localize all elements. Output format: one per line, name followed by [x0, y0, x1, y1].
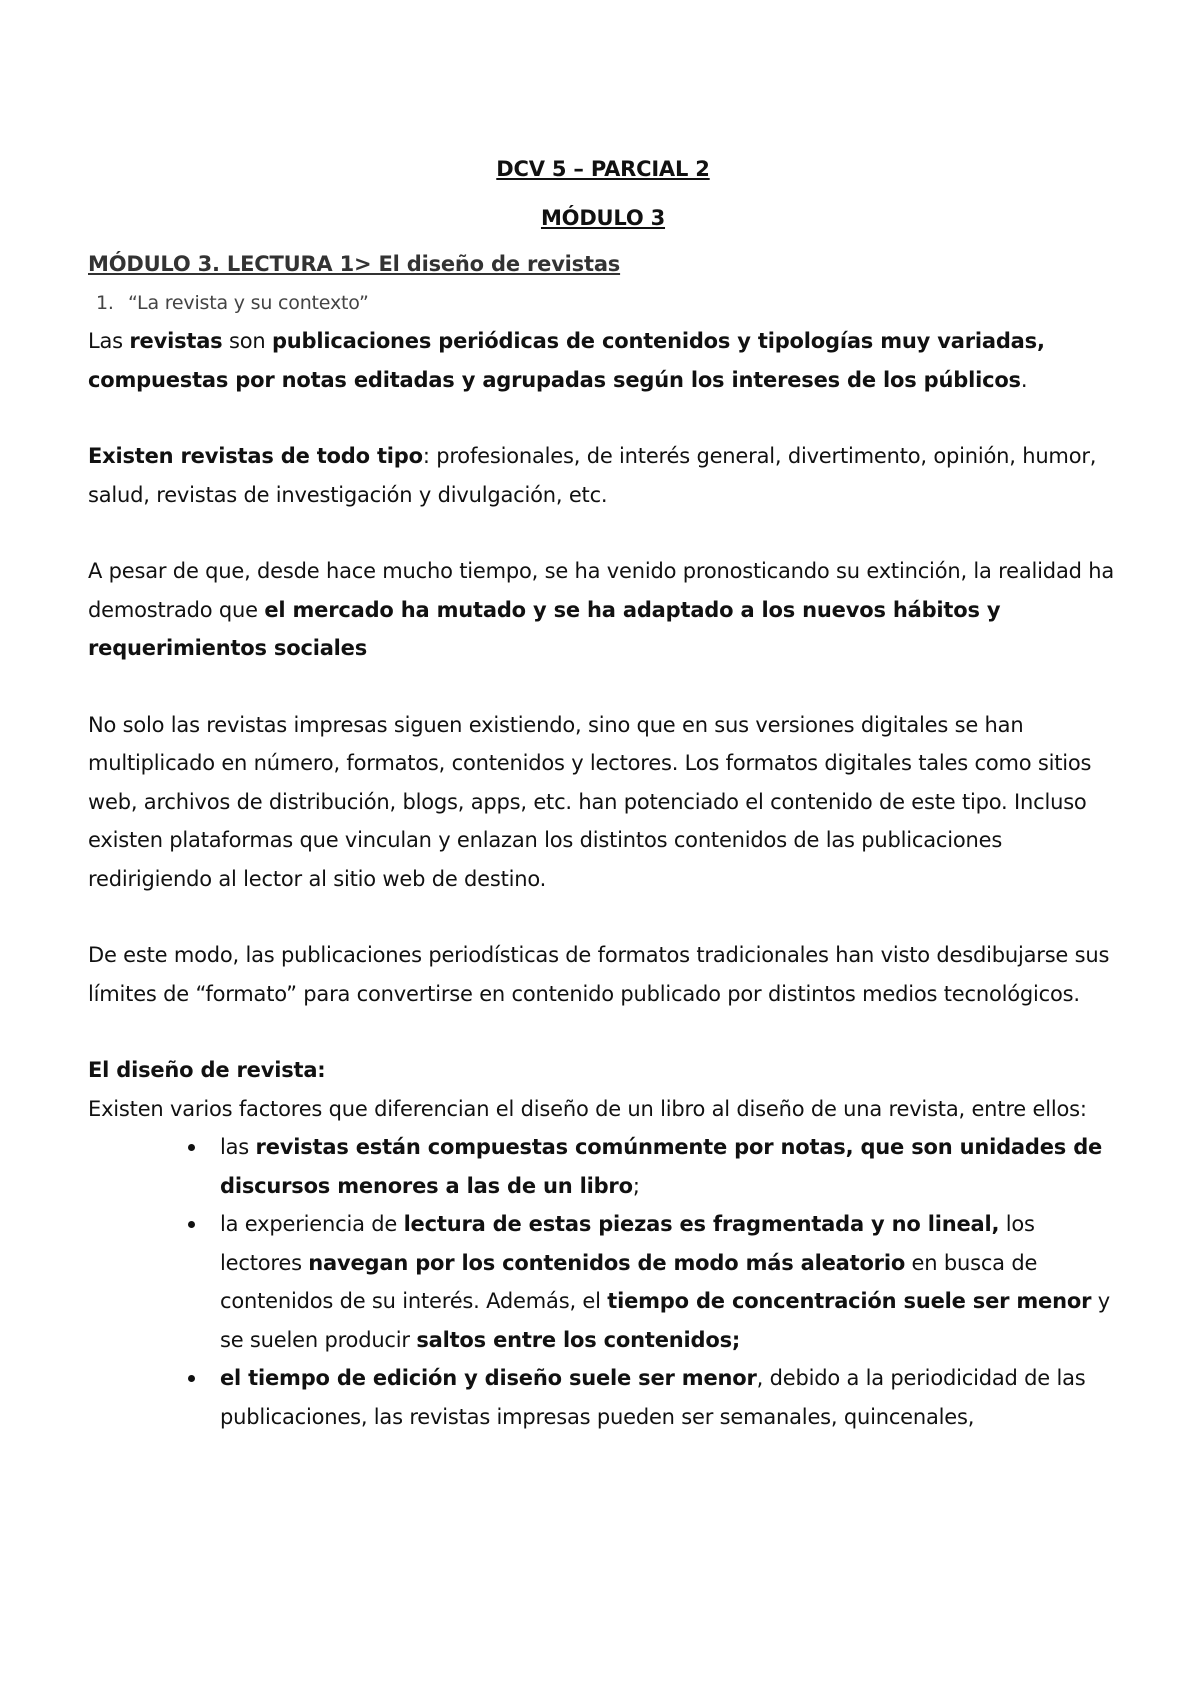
text-run: , debido a la periodicidad de las publicaciones, las revistas impresas pueden ser semanales, quincenales, — [220, 1366, 1086, 1429]
list-item — [188, 1359, 1118, 1436]
text-run: la experiencia de — [220, 1212, 404, 1236]
text-run: y se suelen producir — [220, 1289, 1110, 1352]
document-page — [88, 150, 1118, 1436]
text-run: A pesar de que, desde hace mucho tiempo, se ha venido pronosticando su extinción, la realidad ha demostrado que — [88, 559, 1114, 622]
paragraph-tipos-revistas — [88, 437, 1118, 514]
section-number: 1. — [96, 291, 114, 314]
bold-run: lectura de estas piezas es fragmentada y no lineal, — [403, 1212, 1000, 1236]
section-numbered-item — [88, 284, 1118, 323]
text-run: las — [220, 1135, 256, 1159]
text-run: Las — [88, 329, 130, 353]
paragraph-mercado — [88, 552, 1118, 668]
bold-run: publicaciones periódicas de contenidos y tipologías muy variadas, compuestas por notas editadas y agrupadas según los intereses de los públicos — [88, 329, 1045, 392]
module-title: MÓDULO 3 — [540, 205, 666, 230]
bold-run: revistas están compuestas comúnmente por notas, que son unidades de discursos menores a las de un libro — [220, 1135, 1103, 1198]
bold-run: el tiempo de edición y diseño suele ser menor — [220, 1366, 757, 1390]
list-item — [188, 1128, 1118, 1205]
paragraph-formatos-digitales: No solo las revistas impresas siguen existiendo, sino que en sus versiones digitales se han multiplicado en número, formatos, contenidos y lectores. Los formatos digitales tales como sitios web, archivos de distribución, blogs, apps, etc. han potenciado el contenido de este tipo. Incluso existen plataformas que vinculan y enlazan los distintos contenidos de las publicaciones redirigiendo al lector al sitio web de destino. — [88, 712, 1092, 891]
paragraph-publicaciones-periodisticas: De este modo, las publicaciones periodísticas de formatos tradicionales han visto desdibujarse sus límites de “formato” para convertirse en contenido publicado por distintos medios tecnológicos. — [88, 943, 1110, 1006]
bold-run: tiempo de concentración suele ser menor — [607, 1289, 1092, 1313]
text-run: : profesionales, de interés general, divertimento, opinión, humor, salud, revistas de investigación y divulgación, etc. — [88, 444, 1097, 507]
bullet-icon — [188, 1221, 195, 1228]
bold-run: navegan por los contenidos de modo más aleatorio — [308, 1250, 906, 1275]
bold-run: revistas — [129, 329, 223, 353]
text-run: en busca de contenidos de su interés. Además, el — [220, 1250, 1038, 1313]
text-run: son — [222, 329, 272, 353]
text-run: . — [1020, 367, 1028, 392]
bold-run: Existen revistas de todo tipo — [88, 444, 423, 468]
document-title: DCV 5 – PARCIAL 2 — [496, 157, 710, 181]
bold-run: el mercado ha mutado y se ha adaptado a los nuevos hábitos y requerimientos sociales — [88, 597, 1001, 660]
list-item — [188, 1205, 1118, 1359]
paragraph-revistas-definicion — [88, 322, 1118, 399]
text-run: los lectores — [220, 1212, 1035, 1275]
factors-list — [88, 1128, 1118, 1436]
design-intro: Existen varios factores que diferencian el diseño de un libro al diseño de una revista, entre ellos: — [88, 1096, 1087, 1121]
bullet-icon — [188, 1375, 195, 1382]
section-title: “La revista y su contexto” — [128, 291, 369, 314]
bullet-icon — [188, 1144, 195, 1151]
lecture-heading: MÓDULO 3. LECTURA 1> El diseño de revistas — [88, 252, 621, 276]
design-heading: El diseño de revista: — [88, 1058, 326, 1082]
text-run: ; — [632, 1173, 640, 1198]
bold-run: saltos entre los contenidos; — [416, 1327, 741, 1352]
